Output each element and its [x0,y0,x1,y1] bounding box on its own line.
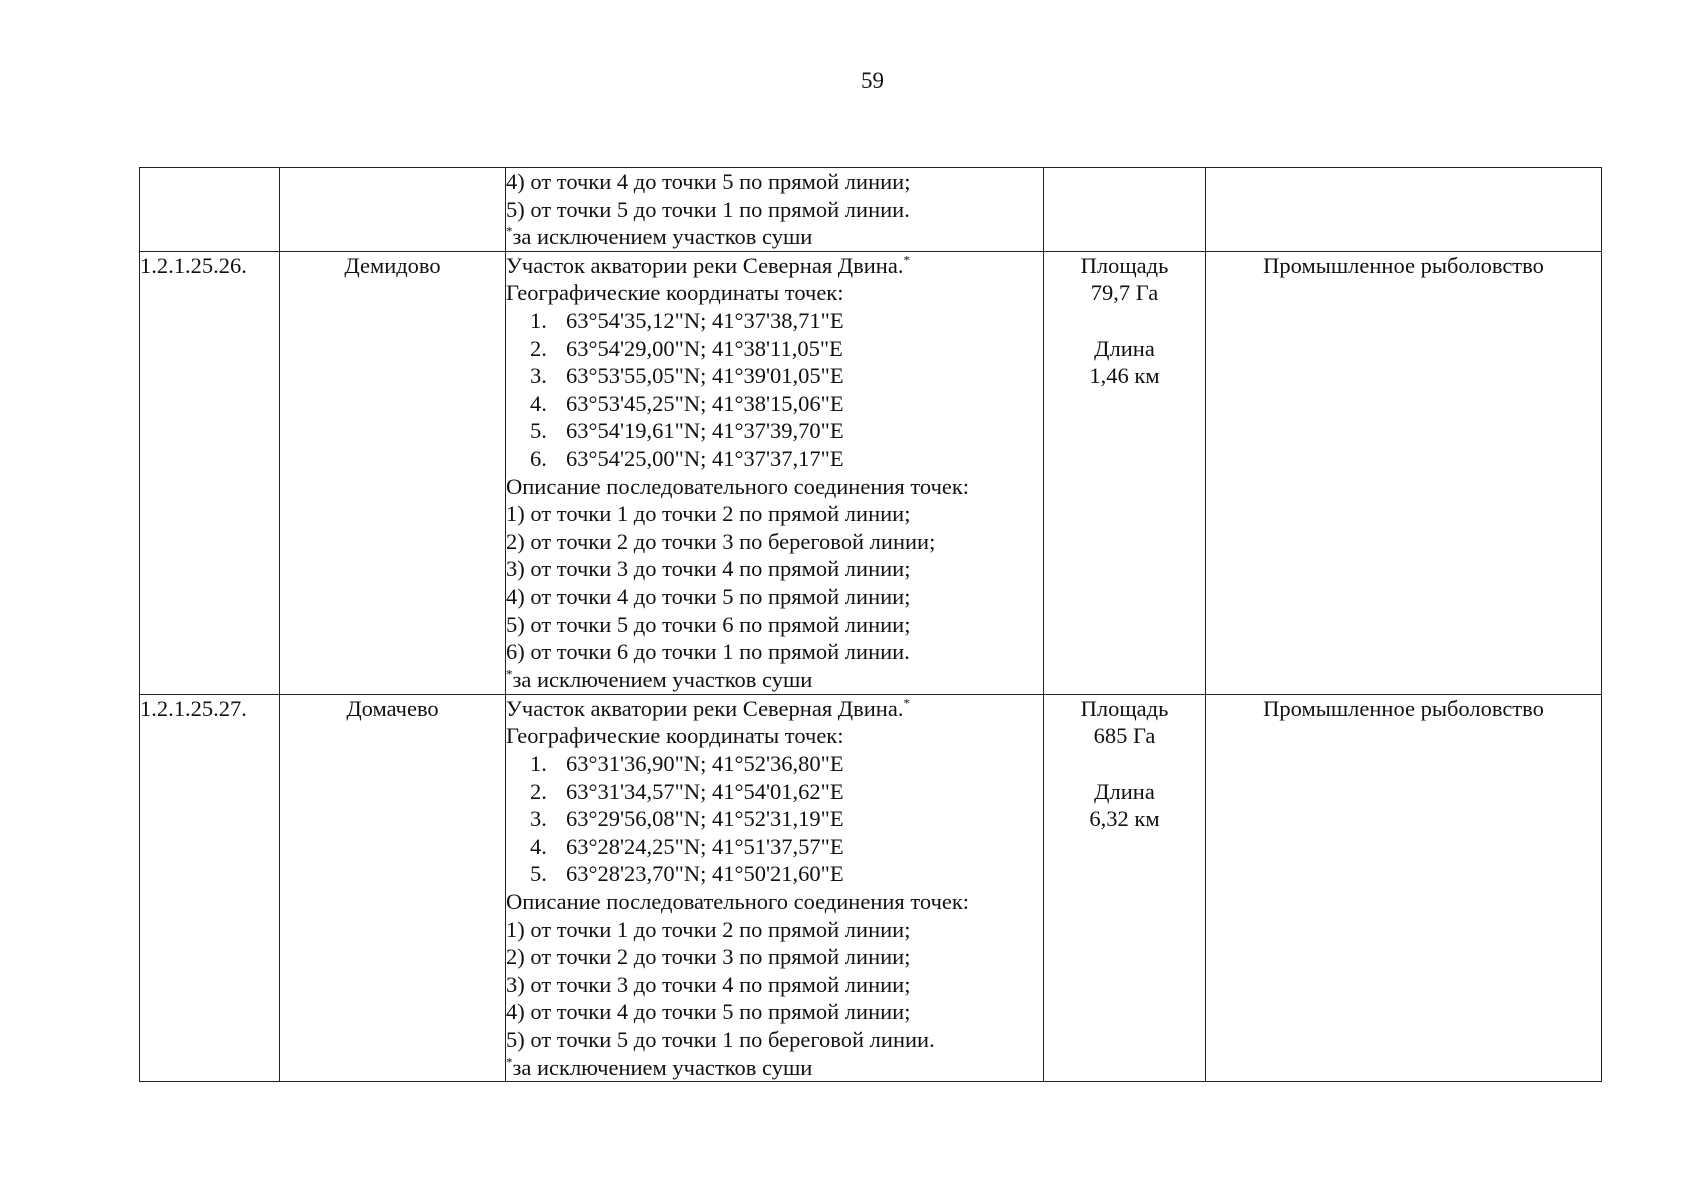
footnote [506,666,1043,694]
coord-item [506,750,1043,778]
coord-item [506,307,1043,335]
coord-value: 63°54'25,00"N; 41°37'37,17"E [566,445,844,471]
table-row-continuation [140,168,1602,252]
coord-number: 2. [530,335,547,361]
coord-number: 2. [530,778,547,804]
title-mark: * [903,252,910,268]
coord-number: 4. [530,390,547,416]
length-label: Длина [1094,335,1155,361]
connection-line: 1) от точки 1 до точки 2 по прямой линии; [506,501,911,527]
cell-description [506,694,1044,1081]
footnote-mark: * [506,1054,513,1069]
fishing-areas-table [139,167,1602,1082]
cell-name [280,168,506,252]
footnote-text: за исключением участков суши [512,666,813,692]
coord-number: 5. [530,861,547,887]
coord-item [506,335,1043,363]
connection-line: 2) от точки 2 до точки 3 по прямой линии; [506,944,911,970]
table-row [140,251,1602,694]
coord-value: 63°53'55,05"N; 41°39'01,05"E [566,363,844,389]
coord-item [506,778,1043,806]
connection-line: 4) от точки 4 до точки 5 по прямой линии; [506,999,911,1025]
cell-use [1206,168,1602,252]
coord-number: 1. [530,307,547,333]
coord-item [506,805,1043,833]
footnote-text: за исключением участков суши [512,224,813,250]
page-number: 59 [861,68,884,93]
area-title [506,695,1043,723]
cell-size [1044,251,1206,694]
connection-line: 5) от точки 5 до точки 6 по прямой линии; [506,611,911,637]
footnote-mark: * [506,666,513,682]
connection-header: Описание последовательного соединения точек: [506,473,970,499]
coord-number: 4. [530,833,547,859]
area-title-text: Участок акватории реки Северная Двина. [506,252,904,278]
coord-value: 63°53'45,25"N; 41°38'15,06"E [566,390,844,416]
coord-value: 63°54'19,61"N; 41°37'39,70"E [566,418,844,444]
cell-description [506,168,1044,252]
coord-item [506,833,1043,861]
area-value: 79,7 Га [1090,280,1159,306]
connection-header: Описание последовательного соединения точек: [506,888,970,914]
coord-item [506,417,1043,445]
cell-name: Демидово [280,251,506,694]
area-title [506,252,1043,280]
coord-value: 63°28'24,25"N; 41°51'37,57"E [566,833,844,859]
title-mark: * [903,695,910,711]
area-value: 685 Га [1093,723,1156,749]
connection-line: 5) от точки 5 до точки 1 по прямой линии. [506,196,910,222]
coord-number: 1. [530,750,547,776]
area-title-text: Участок акватории реки Северная Двина. [506,695,904,721]
cell-size [1044,168,1206,252]
length-label: Длина [1094,778,1155,804]
connection-line: 3) от точки 3 до точки 4 по прямой линии; [506,556,911,582]
coord-item [506,390,1043,418]
table-row [140,694,1602,1081]
cell-description [506,251,1044,694]
coord-value: 63°31'36,90"N; 41°52'36,80"E [566,750,844,776]
coord-value: 63°31'34,57"N; 41°54'01,62"E [566,778,844,804]
area-label: Площадь [1080,695,1169,721]
connection-line: 6) от точки 6 до точки 1 по прямой линии. [506,639,910,665]
coord-number: 5. [530,418,547,444]
footnote-mark: * [506,223,513,239]
connection-line: 3) от точки 3 до точки 4 по прямой линии; [506,971,911,997]
connection-line: 2) от точки 2 до точки 3 по береговой линии; [506,528,936,554]
coord-item [506,445,1043,473]
coords-header: Географические координаты точек: [506,280,844,306]
footnote [506,223,1043,251]
connection-line: 1) от точки 1 до точки 2 по прямой линии; [506,916,911,942]
coord-number: 3. [530,806,547,832]
area-label: Площадь [1080,252,1169,278]
connection-line: 4) от точки 4 до точки 5 по прямой линии; [506,583,911,609]
coords-header: Географические координаты точек: [506,723,844,749]
coord-item [506,362,1043,390]
coord-item [506,860,1043,888]
footnote-text: за исключением участков суши [512,1054,813,1080]
cell-code [140,168,280,252]
cell-code: 1.2.1.25.26. [140,251,280,694]
coord-value: 63°54'35,12"N; 41°37'38,71"E [566,307,844,333]
length-value: 1,46 км [1089,363,1160,389]
length-value: 6,32 км [1089,806,1160,832]
coord-value: 63°28'23,70"N; 41°50'21,60"E [566,861,844,887]
cell-code: 1.2.1.25.27. [140,694,280,1081]
cell-use: Промышленное рыболовство [1206,251,1602,694]
cell-size [1044,694,1206,1081]
coord-value: 63°54'29,00"N; 41°38'11,05"E [566,335,843,361]
coord-value: 63°29'56,08"N; 41°52'31,19"E [566,806,844,832]
coord-number: 6. [530,445,547,471]
footnote [506,1054,1043,1082]
connection-line: 5) от точки 5 до точки 1 по береговой линии. [506,1026,935,1052]
cell-name: Домачево [280,694,506,1081]
cell-use: Промышленное рыболовство [1206,694,1602,1081]
coord-number: 3. [530,363,547,389]
connection-line: 4) от точки 4 до точки 5 по прямой линии; [506,169,911,194]
